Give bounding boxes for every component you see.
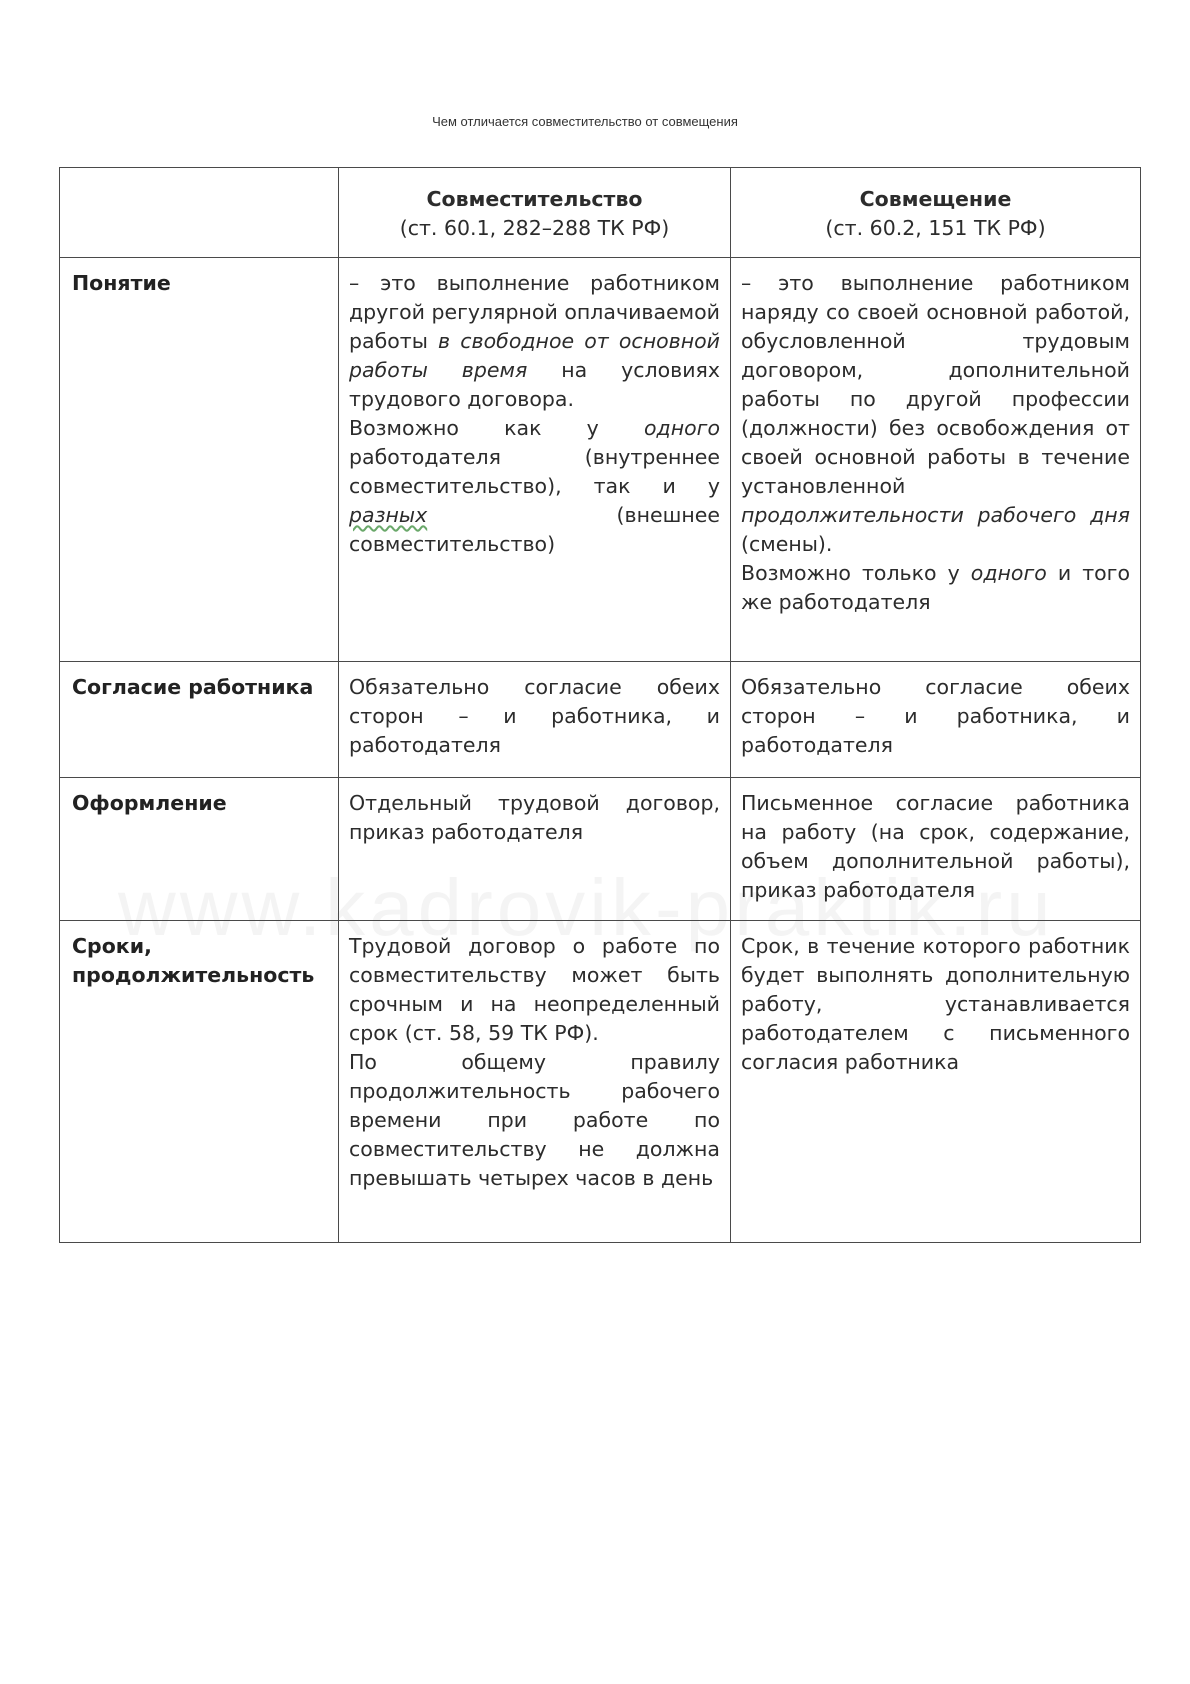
header-empty-cell bbox=[60, 168, 339, 258]
header-col1-title: Совместительство bbox=[426, 186, 643, 211]
row-label-soglasie: Согласие работника bbox=[60, 662, 339, 778]
table-row bbox=[60, 921, 1141, 1243]
text-fragment: работодателя (внутреннее совместительство), так и у bbox=[349, 445, 720, 498]
row-label-oformlenie: Оформление bbox=[60, 778, 339, 921]
emphasis-text: одного bbox=[970, 561, 1047, 585]
ponyatie-col1-paragraph-2 bbox=[349, 414, 720, 559]
text-fragment: – это выполнение работником наряду со своей основной работой, обусловленной трудовым договором, дополнительной работы по другой профессии (должности) без освобождения от своей основной работы в течение установленной bbox=[741, 271, 1130, 498]
page-title: Чем отличается совместительство от совмещения bbox=[432, 114, 738, 129]
sroki-sovmeshchenie-cell: Срок, в течение которого работник будет выполнять дополнительную работу, устанавливается работодателем с письменного согласия работника bbox=[731, 921, 1141, 1243]
ponyatie-sovmestitelstvo-cell bbox=[339, 258, 731, 662]
header-sovmeshchenie bbox=[731, 168, 1141, 258]
soglasie-sovmeshchenie-cell: Обязательно согласие обеих сторон – и работника, и работодателя bbox=[731, 662, 1141, 778]
text-fragment: Возможно только у bbox=[741, 561, 971, 585]
text-fragment: на условиях трудового договора. bbox=[349, 358, 720, 411]
text-fragment: (внешнее совместительство) bbox=[349, 503, 720, 556]
table-header-row bbox=[60, 168, 1141, 258]
text-fragment: Возможно как у bbox=[349, 416, 645, 440]
emphasis-text: одного bbox=[644, 416, 720, 440]
table-row bbox=[60, 258, 1141, 662]
sroki-col1-paragraph-1: Трудовой договор о работе по совместительству может быть срочным и на неопределенный срок (ст. 58, 59 ТК РФ). bbox=[349, 934, 720, 1045]
row-label-sroki: Сроки, продолжительность bbox=[60, 921, 339, 1243]
emphasis-text-underlined: разных bbox=[349, 503, 428, 527]
text-fragment: и того же работодателя bbox=[741, 561, 1130, 614]
table-row bbox=[60, 778, 1141, 921]
ponyatie-col2-paragraph-2 bbox=[741, 559, 1130, 617]
text-fragment: – это выполнение работником другой регулярной оплачиваемой работы bbox=[349, 271, 720, 353]
comparison-table bbox=[59, 167, 1141, 1243]
header-col2-title: Совмещение bbox=[859, 186, 1012, 211]
row-label-ponyatie: Понятие bbox=[60, 258, 339, 662]
text-fragment: (смены). bbox=[741, 532, 833, 556]
ponyatie-sovmeshchenie-cell bbox=[731, 258, 1141, 662]
table-row bbox=[60, 662, 1141, 778]
ponyatie-col2-paragraph-1 bbox=[741, 269, 1130, 559]
oformlenie-sovmeshchenie-cell: Письменное согласие работника на работу (на срок, содержание, объем дополнительной работы), приказ работодателя bbox=[731, 778, 1141, 921]
sroki-col1-paragraph-2: По общему правилу продолжительность рабочего времени при работе по совместительству не должна превышать четырех часов в день bbox=[349, 1050, 720, 1190]
emphasis-text: продолжительности рабочего дня bbox=[741, 503, 1130, 527]
soglasie-sovmestitelstvo-cell: Обязательно согласие обеих сторон – и работника, и работодателя bbox=[339, 662, 731, 778]
oformlenie-sovmestitelstvo-cell: Отдельный трудовой договор, приказ работодателя bbox=[339, 778, 731, 921]
sroki-sovmestitelstvo-cell bbox=[339, 921, 731, 1243]
header-sovmestitelstvo bbox=[339, 168, 731, 258]
header-col1-subtitle: (ст. 60.1, 282–288 ТК РФ) bbox=[399, 215, 670, 240]
header-col2-subtitle: (ст. 60.2, 151 ТК РФ) bbox=[825, 215, 1046, 240]
ponyatie-col1-paragraph-1 bbox=[349, 269, 720, 414]
emphasis-text: в свободное от основной работы время bbox=[349, 329, 720, 382]
